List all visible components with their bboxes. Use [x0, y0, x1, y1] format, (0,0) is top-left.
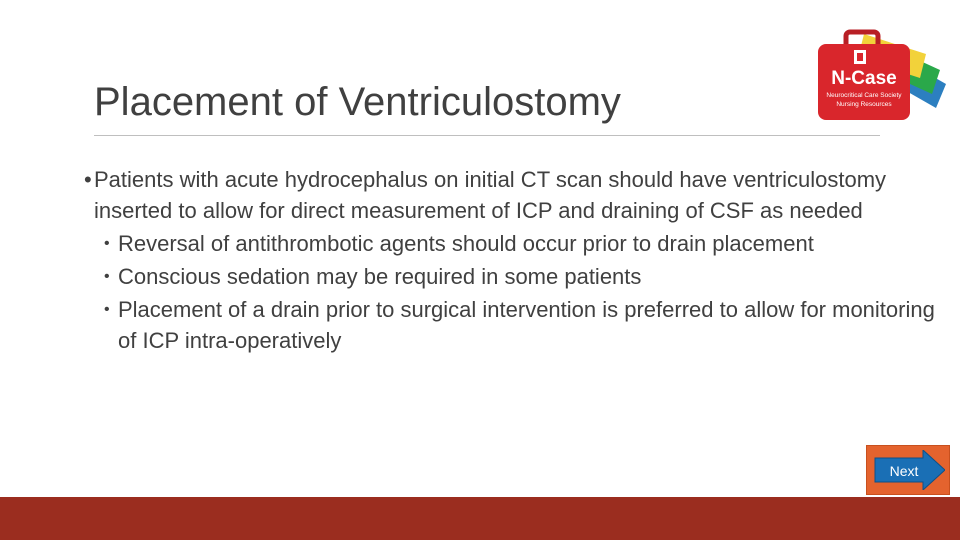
sub-bullet-dot-icon: •	[104, 301, 110, 318]
sub-bullet-text: Placement of a drain prior to surgical intervention is preferred to allow for monitoring of ICP intra-operatively	[118, 297, 935, 353]
bullet-dot-icon: •	[84, 167, 92, 192]
sub-bullet-item	[84, 294, 944, 356]
sub-bullet-dot-icon: •	[104, 268, 110, 285]
logo-subtitle-1: Neurocritical Care Society	[826, 92, 902, 99]
sub-bullet-item	[84, 228, 944, 259]
slide-body	[84, 164, 944, 356]
next-button[interactable]	[866, 445, 950, 495]
bullet-text: Patients with acute hydrocephalus on initial CT scan should have ventriculostomy inserted to allow for direct measurement of ICP and draining of CSF as needed	[94, 167, 887, 223]
n-case-logo	[806, 24, 950, 124]
sub-bullet-item	[84, 261, 944, 292]
logo-subtitle-2: Nursing Resources	[836, 101, 892, 108]
next-button-label: Next	[889, 463, 919, 479]
bullet-item	[84, 164, 944, 226]
slide-title: Placement of Ventriculostomy	[94, 80, 621, 124]
footer-bar	[0, 497, 960, 540]
sub-bullet-text: Reversal of antithrombotic agents should occur prior to drain placement	[118, 231, 814, 256]
logo-name: N-Case	[831, 68, 897, 89]
sub-bullet-text: Conscious sedation may be required in some patients	[118, 264, 642, 289]
sub-bullet-dot-icon: •	[104, 235, 110, 252]
title-divider	[94, 135, 880, 136]
